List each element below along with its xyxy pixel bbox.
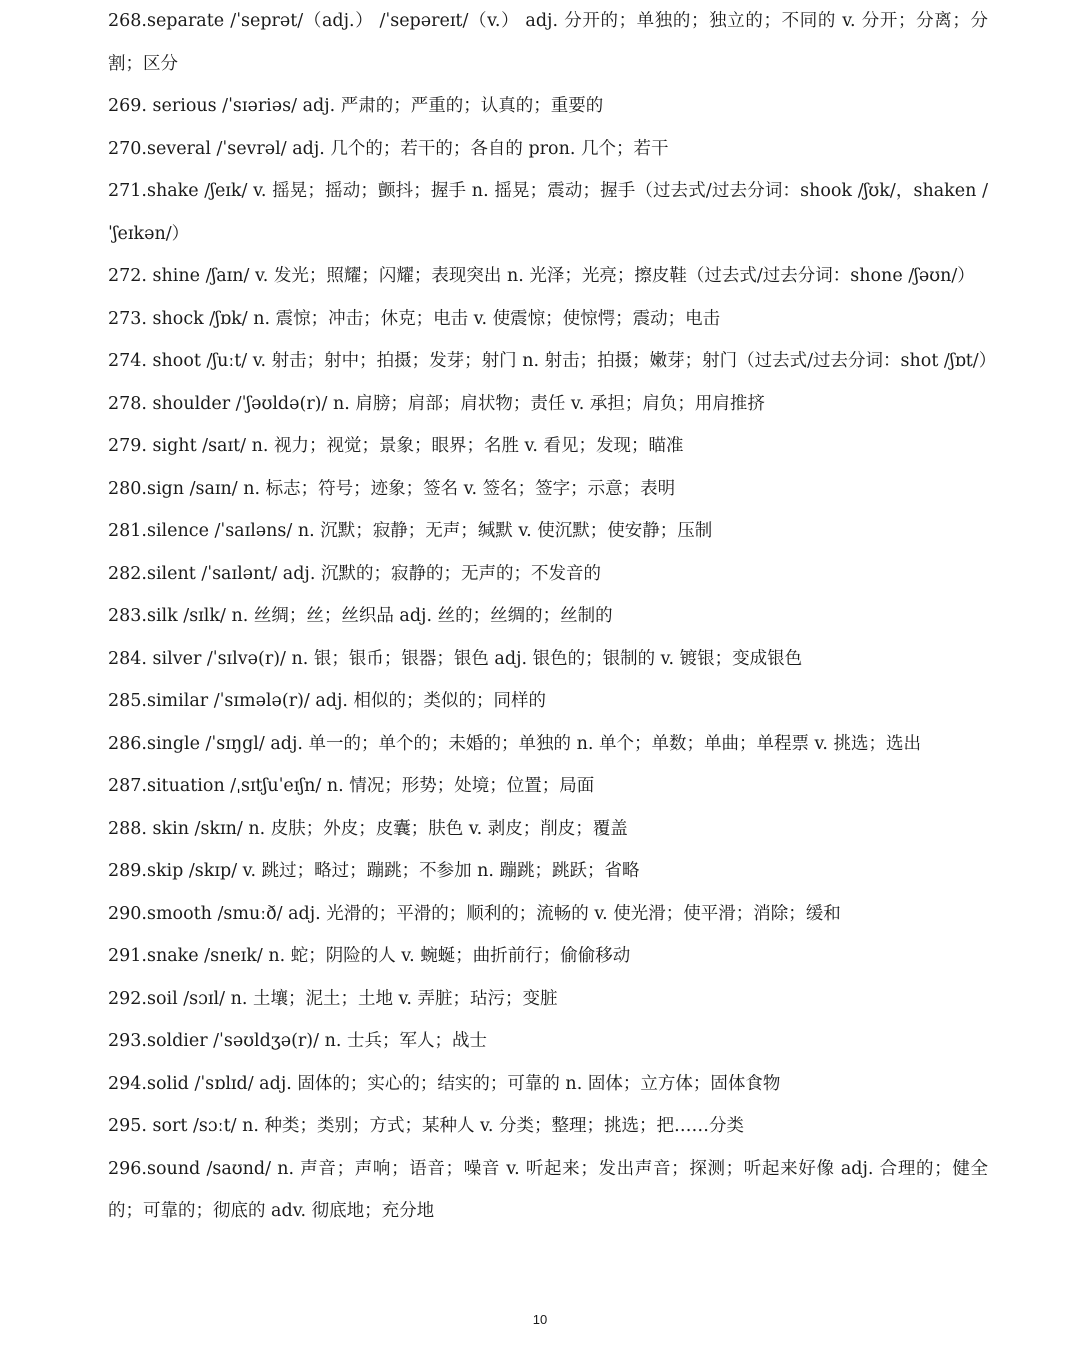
vocabulary-entry: 279. sight /saɪt/ n. 视力；视觉；景象；眼界；名胜 v. 看见；发现；瞄准 <box>108 436 684 456</box>
vocabulary-entry: 285.similar /ˈsɪmələ(r)/ adj. 相似的；类似的；同样的 <box>108 691 547 711</box>
vocabulary-entry: 295. sort /sɔːt/ n. 种类；类别；方式；某种人 v. 分类；整理；挑选；把……分类 <box>108 1116 744 1136</box>
vocabulary-entry: 278. shoulder /ˈʃəʊldə(r)/ n. 肩膀；肩部；肩状物；责任 v. 承担；肩负；用肩推挤 <box>108 393 765 414</box>
vocabulary-entry: 272. shine /ʃaɪn/ v. 发光；照耀；闪耀；表现突出 n. 光泽；光亮；擦皮鞋（过去式/过去分词：shone /ʃəʊn/） <box>108 266 975 286</box>
vocabulary-entry: 288. skin /skɪn/ n. 皮肤；外皮；皮囊；肤色 v. 剥皮；削皮；覆盖 <box>108 818 628 839</box>
vocabulary-entry: 274. shoot /ʃuːt/ v. 射击；射中；拍摄；发芽；射门 n. 射击；拍摄；嫩芽；射门（过去式/过去分词：shot /ʃɒt/） <box>108 351 997 371</box>
vocabulary-entry: 296.sound /saʊnd/ n. 声音；声响；语音；噪音 v. 听起来；发出声音；探测；听起来好像 adj. 合理的；健全的；可靠的；彻底的 adv. 彻底地；充分地 <box>108 1158 988 1221</box>
vocabulary-entry: 268.separate /ˈseprət/（adj.） /ˈsepəreɪt/（v.） adj. 分开的；单独的；独立的；不同的 v. 分开；分离；分割；区分 <box>108 11 988 74</box>
vocabulary-entry: 269. serious /ˈsɪəriəs/ adj. 严肃的；严重的；认真的；重要的 <box>108 96 604 116</box>
vocabulary-entry: 271.shake /ʃeɪk/ v. 摇晃；摇动；颤抖；握手 n. 摇晃；震动；握手（过去式/过去分词：shook /ʃʊk/，shaken /ˈʃeɪkən/） <box>108 181 988 244</box>
vocabulary-entry: 291.snake /sneɪk/ n. 蛇；阴险的人 v. 蜿蜒；曲折前行；偷偷移动 <box>108 946 631 966</box>
vocabulary-entry: 287.situation /ˌsɪtʃuˈeɪʃn/ n. 情况；形势；处境；位置；局面 <box>108 776 595 796</box>
vocabulary-entry: 282.silent /ˈsaɪlənt/ adj. 沉默的；寂静的；无声的；不发音的 <box>108 563 601 584</box>
vocabulary-list <box>108 0 997 1233</box>
vocabulary-entry: 280.sign /saɪn/ n. 标志；符号；迹象；签名 v. 签名；签字；示意；表明 <box>108 478 676 499</box>
vocabulary-entry: 294.solid /ˈsɒlɪd/ adj. 固体的；实心的；结实的；可靠的 n. 固体；立方体；固体食物 <box>108 1073 781 1094</box>
vocabulary-entry: 283.silk /sɪlk/ n. 丝绸；丝；丝织品 adj. 丝的；丝绸的；丝制的 <box>108 606 613 626</box>
vocabulary-entry: 290.smooth /smuːð/ adj. 光滑的；平滑的；顺利的；流畅的 v. 使光滑；使平滑；消除；缓和 <box>108 903 841 924</box>
vocabulary-entry: 273. shock /ʃɒk/ n. 震惊；冲击；休克；电击 v. 使震惊；使惊愕；震动；电击 <box>108 308 721 329</box>
vocabulary-entry: 289.skip /skɪp/ v. 跳过；略过；蹦跳；不参加 n. 蹦跳；跳跃；省略 <box>108 861 640 881</box>
vocabulary-entry: 281.silence /ˈsaɪləns/ n. 沉默；寂静；无声；缄默 v. 使沉默；使安静；压制 <box>108 521 713 541</box>
vocabulary-entry: 286.single /ˈsɪŋgl/ adj. 单一的；单个的；未婚的；单独的 n. 单个；单数；单曲；单程票 v. 挑选；选出 <box>108 733 921 754</box>
vocabulary-entry: 293.soldier /ˈsəʊldʒə(r)/ n. 士兵；军人；战士 <box>108 1031 487 1051</box>
vocabulary-entry: 284. silver /ˈsɪlvə(r)/ n. 银；银币；银器；银色 adj. 银色的；银制的 v. 镀银；变成银色 <box>108 648 803 669</box>
page-number: 10 <box>532 1312 548 1327</box>
vocabulary-entry: 292.soil /sɔɪl/ n. 土壤；泥土；土地 v. 弄脏；玷污；变脏 <box>108 988 558 1009</box>
vocabulary-entry: 270.several /ˈsevrəl/ adj. 几个的；若干的；各自的 pron. 几个；若干 <box>108 138 669 159</box>
